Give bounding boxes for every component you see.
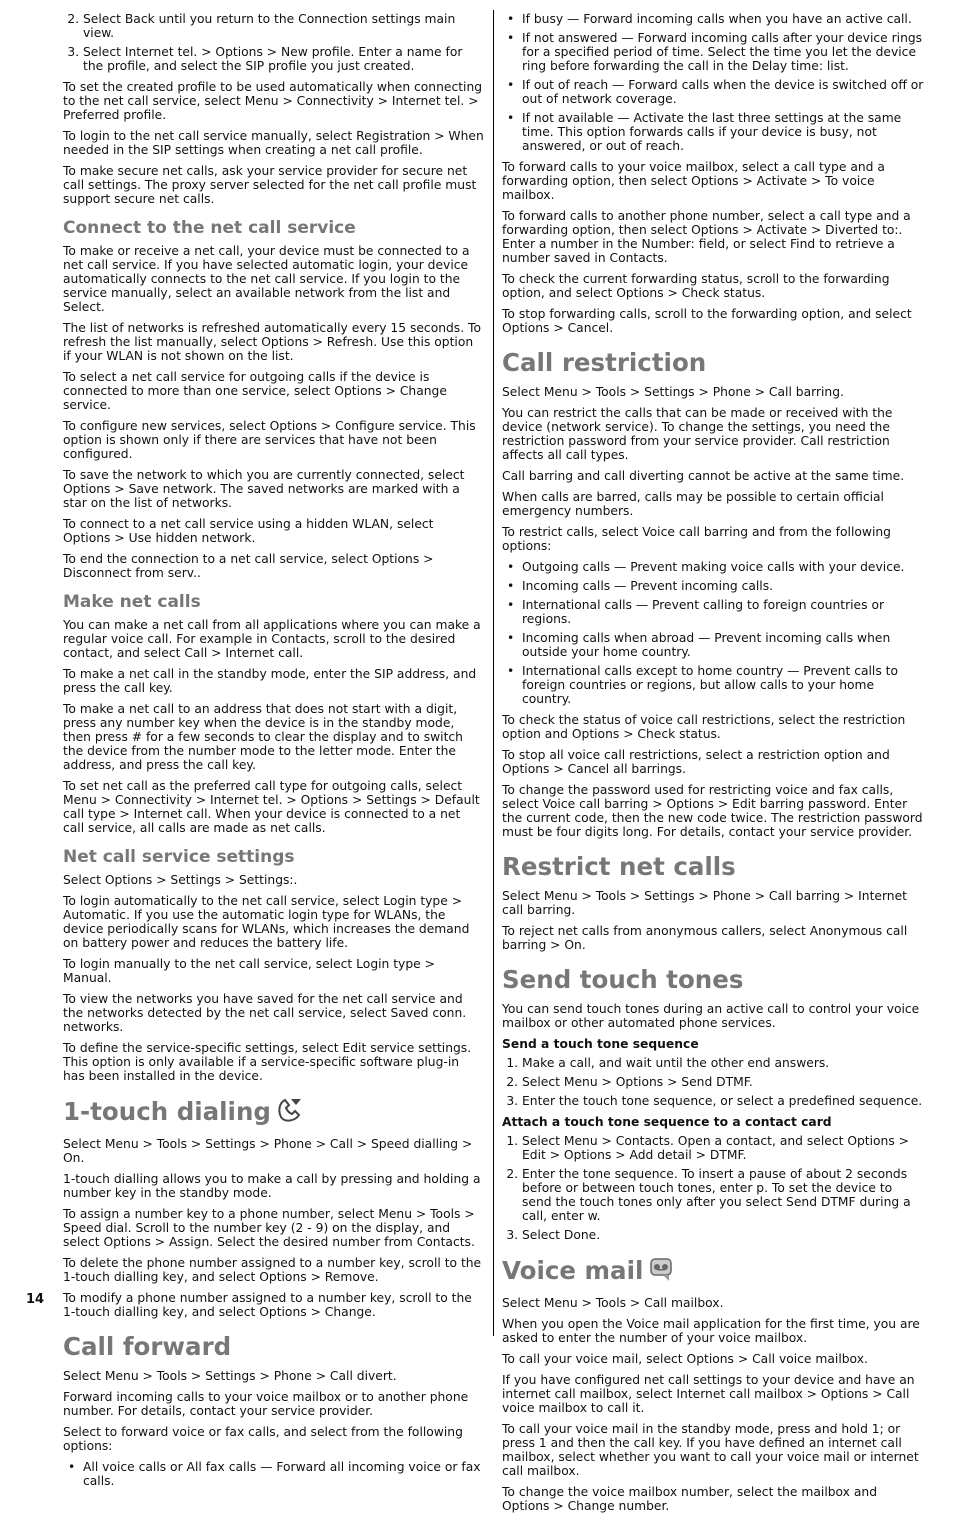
restriction-options xyxy=(502,560,924,706)
paragraph: Select Menu > Tools > Settings > Phone > Call barring. xyxy=(502,385,844,399)
list-item: • All voice calls or All fax calls — Forward all incoming voice or fax calls. xyxy=(83,1460,484,1488)
paragraph: To configure new services, select Options > Configure service. This option is shown only if there are services that have not been configured. xyxy=(63,419,476,461)
paragraph: To define the service-specific settings, select Edit service settings. This option is only available if a service-specific software plug-in has been installed in the device. xyxy=(63,1041,472,1083)
paragraph: Select Menu > Tools > Settings > Phone > Call divert. xyxy=(63,1369,397,1383)
section-heading-make: Make net calls xyxy=(63,592,201,612)
chapter-heading-touch-tones: Send touch tones xyxy=(502,965,744,994)
chapter-heading-restriction: Call restriction xyxy=(502,348,707,377)
column-divider xyxy=(493,10,494,1336)
paragraph: To stop all voice call restrictions, select a restriction option and Options > Cancel all barrings. xyxy=(502,748,890,776)
profile-steps xyxy=(63,12,484,73)
paragraph: You can make a net call from all applications where you can make a regular voice call. For example in Contacts, scroll to the desired contact, and select Call > Internet call. xyxy=(63,618,481,660)
step: 2. Select Back until you return to the Connection settings main view. xyxy=(83,12,484,40)
right-column xyxy=(502,12,924,1520)
paragraph: To end the connection to a net call service, select Options > Disconnect from serv.. xyxy=(63,552,434,580)
attach-steps xyxy=(502,1134,924,1242)
list-item: • Incoming calls — Prevent incoming calls. xyxy=(522,579,924,593)
step: 2. Select Menu > Options > Send DTMF. xyxy=(522,1075,924,1089)
paragraph: To call your voice mail, select Options > Call voice mailbox. xyxy=(502,1352,868,1366)
paragraph: To select a net call service for outgoing calls if the device is connected to more than one service, select Options > Change service. xyxy=(63,370,447,412)
chapter-heading-onetouch xyxy=(63,1097,484,1129)
paragraph: To check the current forwarding status, scroll to the forwarding option, and select Options > Check status. xyxy=(502,272,890,300)
paragraph: The list of networks is refreshed automatically every 15 seconds. To refresh the list manually, select Options > Refresh. Use this option if your WLAN is not shown on the list. xyxy=(63,321,481,363)
subheading-attach: Attach a touch tone sequence to a contact card xyxy=(502,1115,832,1129)
list-item: • Incoming calls when abroad — Prevent incoming calls when outside your home country. xyxy=(522,631,924,659)
paragraph: To login manually to the net call service, select Login type > Manual. xyxy=(63,957,435,985)
paragraph: Select Menu > Tools > Settings > Phone > Call > Speed dialling > On. xyxy=(63,1137,473,1165)
paragraph: To change the password used for restricting voice and fax calls, select Voice call barring > Options > Edit barring password. Enter the current code, then the new code twice. The restriction password must be four digits long. For details, contact your service provider. xyxy=(502,783,923,839)
paragraph: To connect to a net call service using a hidden WLAN, select Options > Use hidden network. xyxy=(63,517,434,545)
paragraph: Forward incoming calls to your voice mailbox or to another phone number. For details, contact your service provider. xyxy=(63,1390,469,1418)
left-column xyxy=(63,12,484,1495)
step: 3. Select Internet tel. > Options > New profile. Enter a name for the profile, and select the SIP profile you just created. xyxy=(83,45,484,73)
list-item: • If busy — Forward incoming calls when you have an active call. xyxy=(522,12,924,26)
subheading-sequence: Send a touch tone sequence xyxy=(502,1037,699,1051)
list-item: • If not available — Activate the last three settings at the same time. This option forwards calls if your device is busy, not answered, or out of reach. xyxy=(522,111,924,153)
step: 3. Select Done. xyxy=(522,1228,924,1242)
sequence-steps xyxy=(502,1056,924,1108)
chapter-heading-restrict-net: Restrict net calls xyxy=(502,852,736,881)
paragraph: To make a net call in the standby mode, enter the SIP address, and press the call key. xyxy=(63,667,477,695)
section-heading-connect: Connect to the net call service xyxy=(63,218,356,238)
paragraph: To make or receive a net call, your device must be connected to a net call service. If you have selected automatic login, your device automatically connects to the net call service. If you login to the service manually, select an available network from the list and Select. xyxy=(63,244,470,314)
paragraph: To set net call as the preferred call type for outgoing calls, select Menu > Connectivity > Internet tel. > Options > Settings > Default call type > Internet call. When your device is connected to a net call service, all calls are made as net calls. xyxy=(63,779,480,835)
page-number: 14 xyxy=(26,1292,45,1307)
paragraph: You can restrict the calls that can be made or received with the device (network service). To change the settings, you need the restriction password from your service provider. Call restriction affects all call types. xyxy=(502,406,893,462)
step: 1. Make a call, and wait until the other end answers. xyxy=(522,1056,924,1070)
paragraph: If you have configured net call settings to your device and have an internet call mailbox, select Internet call mailbox > Options > Call voice mailbox to call it. xyxy=(502,1373,915,1415)
paragraph: To make secure net calls, ask your service provider for secure net call settings. The proxy server selected for the net call profile must support secure net calls. xyxy=(63,164,477,206)
paragraph: To change the voice mailbox number, select the mailbox and Options > Change number. xyxy=(502,1485,878,1513)
paragraph: To forward calls to another phone number, select a call type and a forwarding option, then select Options > Activate > Diverted to:. Enter a number in the Number: field, or select Find to retrieve a number saved in Contacts. xyxy=(502,209,911,265)
list-item: • Outgoing calls — Prevent making voice calls with your device. xyxy=(522,560,924,574)
paragraph: To view the networks you have saved for the net call service and the networks detected by the net call service, select Saved conn. networks. xyxy=(63,992,467,1034)
list-item: • If not answered — Forward incoming calls after your device rings for a specified period of time. Select the time you let the device ring before forwarding the call in the Delay time: list. xyxy=(522,31,924,73)
paragraph: To delete the phone number assigned to a number key, scroll to the 1-touch dialling key, and select Options > Remove. xyxy=(63,1256,482,1284)
paragraph: To assign a number key to a phone number, select Menu > Tools > Speed dial. Scroll to the number key (2 - 9) on the display, and select Options > Assign. Select the desired number from Contacts. xyxy=(63,1207,475,1249)
chapter-heading-voicemail xyxy=(502,1256,924,1288)
paragraph: Select Menu > Tools > Call mailbox. xyxy=(502,1296,724,1310)
list-item: • International calls — Prevent calling to foreign countries or regions. xyxy=(522,598,924,626)
paragraph: To login automatically to the net call service, select Login type > Automatic. If you use the automatic login type for WLANs, the device periodically scans for WLANs, which increases the demand on battery power and reduces the battery life. xyxy=(63,894,470,950)
paragraph: To restrict calls, select Voice call barring and from the following options: xyxy=(502,525,891,553)
paragraph: To save the network to which you are currently connected, select Options > Save network. The saved networks are marked with a star on the list of networks. xyxy=(63,468,465,510)
speed-dial-phone-icon xyxy=(277,1097,305,1129)
step: 1. Select Menu > Contacts. Open a contact, and select Options > Edit > Options > Add detail > DTMF. xyxy=(522,1134,924,1162)
paragraph: To call your voice mail in the standby mode, press and hold 1; or press 1 and then the call key. If you have defined an internet call mailbox, select whether you want to call your voice mail or internet call mailbox. xyxy=(502,1422,919,1478)
forward-options-continued xyxy=(502,12,924,153)
paragraph: To login to the net call service manually, select Registration > When needed in the SIP settings when creating a net call profile. xyxy=(63,129,484,157)
list-item: • If out of reach — Forward calls when the device is switched off or out of network coverage. xyxy=(522,78,924,106)
paragraph: Select Options > Settings > Settings:. xyxy=(63,873,298,887)
chapter-heading-forward: Call forward xyxy=(63,1332,232,1361)
step: 2. Enter the tone sequence. To insert a pause of about 2 seconds before or between touch tones, enter p. To set the device to send the touch tones only after you select Send DTMF during a call, enter w. xyxy=(522,1167,924,1223)
step: 3. Enter the touch tone sequence, or select a predefined sequence. xyxy=(522,1094,924,1108)
paragraph: To make a net call to an address that does not start with a digit, press any number key when the device is in the standby mode, then press # for a few seconds to clear the display and to switch the device from the number mode to the letter mode. Enter the address, and press the call key. xyxy=(63,702,463,772)
paragraph: To set the created profile to be used automatically when connecting to the net call service, select Menu > Connectivity > Internet tel. > Preferred profile. xyxy=(63,80,483,122)
paragraph: To reject net calls from anonymous callers, select Anonymous call barring > On. xyxy=(502,924,908,952)
forward-options xyxy=(63,1460,484,1488)
paragraph: Select Menu > Tools > Settings > Phone > Call barring > Internet call barring. xyxy=(502,889,907,917)
list-item: • International calls except to home country — Prevent calls to foreign countries or regions, but allow calls to your home country. xyxy=(522,664,924,706)
paragraph: Call barring and call diverting cannot be active at the same time. xyxy=(502,469,905,483)
paragraph: To modify a phone number assigned to a number key, scroll to the 1-touch dialling key, and select Options > Change. xyxy=(63,1291,472,1319)
voice-mail-icon xyxy=(649,1256,675,1288)
chapter-title: Voice mail xyxy=(502,1256,644,1285)
paragraph: When calls are barred, calls may be possible to certain official emergency numbers. xyxy=(502,490,884,518)
paragraph: 1-touch dialling allows you to make a call by pressing and holding a number key in the standby mode. xyxy=(63,1172,481,1200)
paragraph: To check the status of voice call restrictions, select the restriction option and Options > Check status. xyxy=(502,713,906,741)
paragraph: To stop forwarding calls, scroll to the forwarding option, and select Options > Cancel. xyxy=(502,307,912,335)
paragraph: You can send touch tones during an active call to control your voice mailbox or other automated phone services. xyxy=(502,1002,920,1030)
paragraph: To forward calls to your voice mailbox, select a call type and a forwarding option, then select Options > Activate > To voice mailbox. xyxy=(502,160,885,202)
chapter-title: 1-touch dialing xyxy=(63,1097,271,1126)
paragraph: When you open the Voice mail application for the first time, you are asked to enter the number of your voice mailbox. xyxy=(502,1317,920,1345)
paragraph: Select to forward voice or fax calls, and select from the following options: xyxy=(63,1425,463,1453)
section-heading-settings: Net call service settings xyxy=(63,847,295,867)
